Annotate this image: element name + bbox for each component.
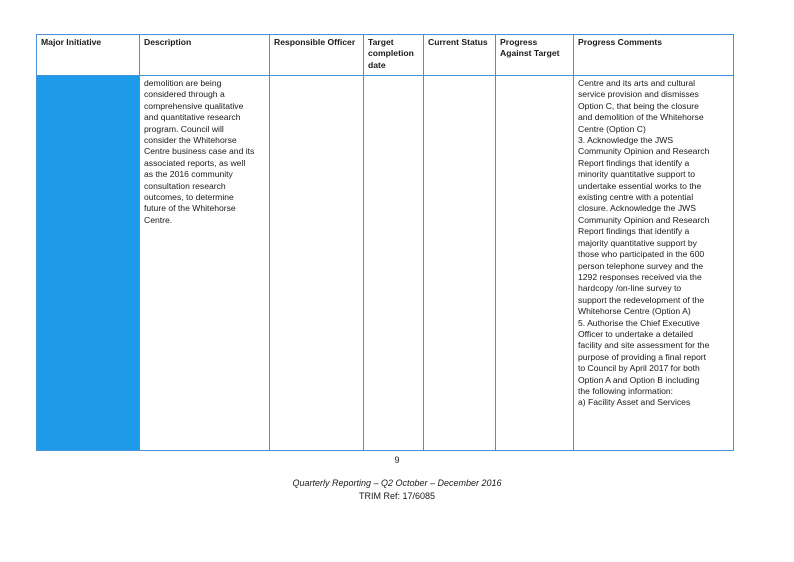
header-progress-against-target: Progress Against Target <box>496 35 574 76</box>
initiatives-table <box>36 34 734 451</box>
footer-title: Quarterly Reporting – Q2 October – December 2016 <box>292 478 502 488</box>
responsible-officer-cell <box>270 76 364 451</box>
current-status-cell <box>424 76 496 451</box>
header-target-completion-date: Target completion date <box>364 35 424 76</box>
trim-reference: TRIM Ref: 17/6085 <box>358 491 436 501</box>
description-cell: demolition are being considered through a comprehensive qualitative and quantitative research program. Council will consider the Whitehorse Centre business case and its associated reports, as well as the 2016 community consultation research outcomes, to determine future of the Whitehorse Centre. <box>140 76 270 451</box>
target-date-cell <box>364 76 424 451</box>
major-initiative-cell <box>37 76 140 451</box>
header-current-status: Current Status <box>424 35 496 76</box>
page-number: 9 <box>394 455 400 465</box>
table-header-row <box>37 35 734 76</box>
table-row <box>37 76 734 451</box>
progress-comments-cell: Centre and its arts and cultural service provision and dismisses Option C, that being the closure and demolition of the Whitehorse Centre (Option C) 3. Acknowledge the JWS Community Opinion and Research Report findings that identify a minority quantitative support to undertake essential works to the existing centre with a potential closure. Acknowledge the JWS Community Opinion and Research Report findings that identify a majority quantitative support by those who participated in the 600 person telephone survey and the 1292 responses received via the hardcopy /on-line survey to support the redevelopment of the Whitehorse Centre (Option A) 5. Authorise the Chief Executive Officer to undertake a detailed facility and site assessment for the purpose of providing a final report to Council by April 2017 for both Option A and Option B including the following information: a) Facility Asset and Services <box>574 76 734 451</box>
header-progress-comments: Progress Comments <box>574 35 734 76</box>
progress-against-target-cell <box>496 76 574 451</box>
header-major-initiative: Major Initiative <box>37 35 140 76</box>
header-description: Description <box>140 35 270 76</box>
header-responsible-officer: Responsible Officer <box>270 35 364 76</box>
